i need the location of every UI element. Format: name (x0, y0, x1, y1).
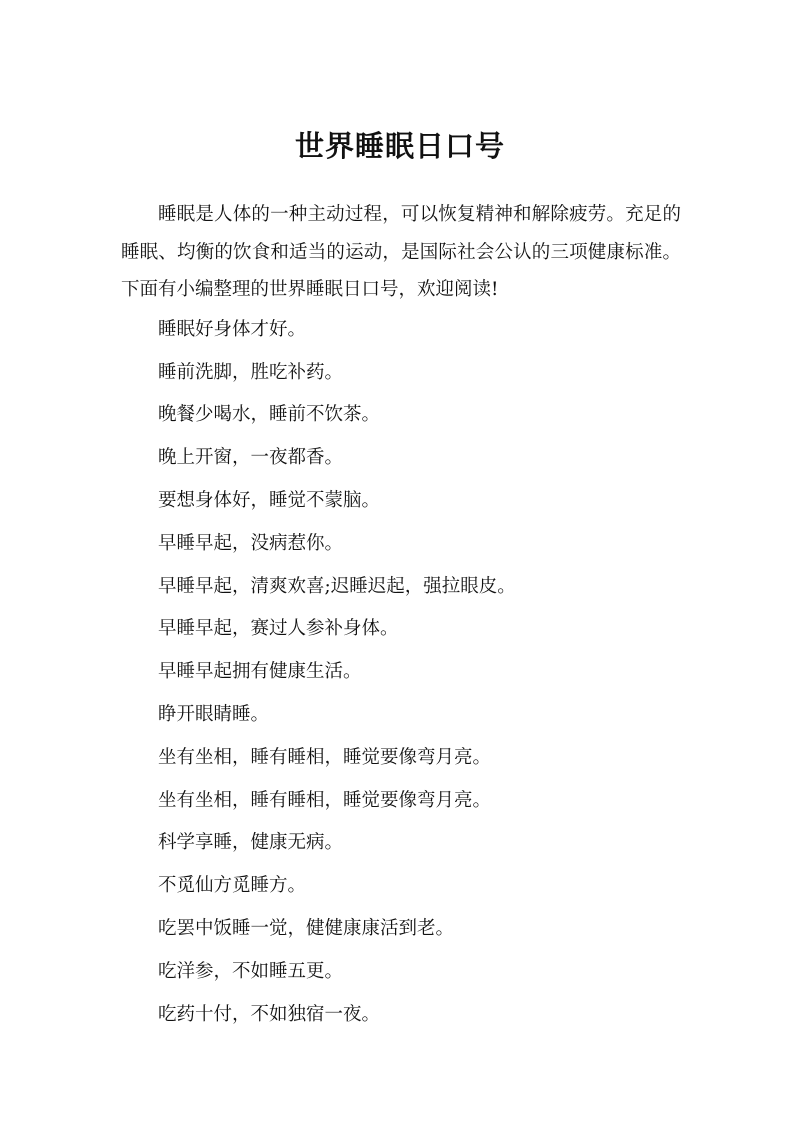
slogan-item: 吃药十付，不如独宿一夜。 (158, 1003, 381, 1025)
slogan-item: 早睡早起，赛过人参补身体。 (158, 618, 399, 640)
slogan-list (121, 309, 681, 1037)
slogan-item: 晚餐少喝水，睡前不饮茶。 (158, 404, 381, 426)
slogan-item: 要想身体好，睡觉不蒙脑。 (158, 489, 381, 511)
slogan-item: 早睡早起，没病惹你。 (158, 532, 344, 554)
slogan-item: 科学享睡，健康无病。 (158, 832, 344, 854)
slogan-item: 坐有坐相，睡有睡相，睡觉要像弯月亮。 (158, 789, 492, 811)
slogan-item: 睡前洗脚，胜吃补药。 (158, 361, 344, 383)
slogan-item: 早睡早起，清爽欢喜;迟睡迟起，强拉眼皮。 (158, 575, 516, 597)
slogan-item: 吃洋参，不如睡五更。 (158, 960, 344, 982)
slogan-item: 睡眠好身体才好。 (158, 318, 307, 340)
intro-paragraph: 睡眠是人体的一种主动过程，可以恢复精神和解除疲劳。充足的睡眠、均衡的饮食和适当的运动，是国际社会公认的三项健康标准。下面有小编整理的世界睡眠日口号，欢迎阅读! (121, 204, 681, 301)
slogan-item: 吃罢中饭睡一觉，健健康康活到老。 (158, 917, 455, 939)
slogan-item: 不觅仙方觅睡方。 (158, 875, 307, 897)
document-title: 世界睡眠日口号 (294, 129, 505, 163)
slogan-item: 早睡早起拥有健康生活。 (158, 661, 362, 683)
slogan-item: 晚上开窗，一夜都香。 (158, 447, 344, 469)
document-body (121, 196, 681, 1036)
slogan-item: 坐有坐相，睡有睡相，睡觉要像弯月亮。 (158, 746, 492, 768)
slogan-item: 睁开眼睛睡。 (158, 703, 270, 725)
